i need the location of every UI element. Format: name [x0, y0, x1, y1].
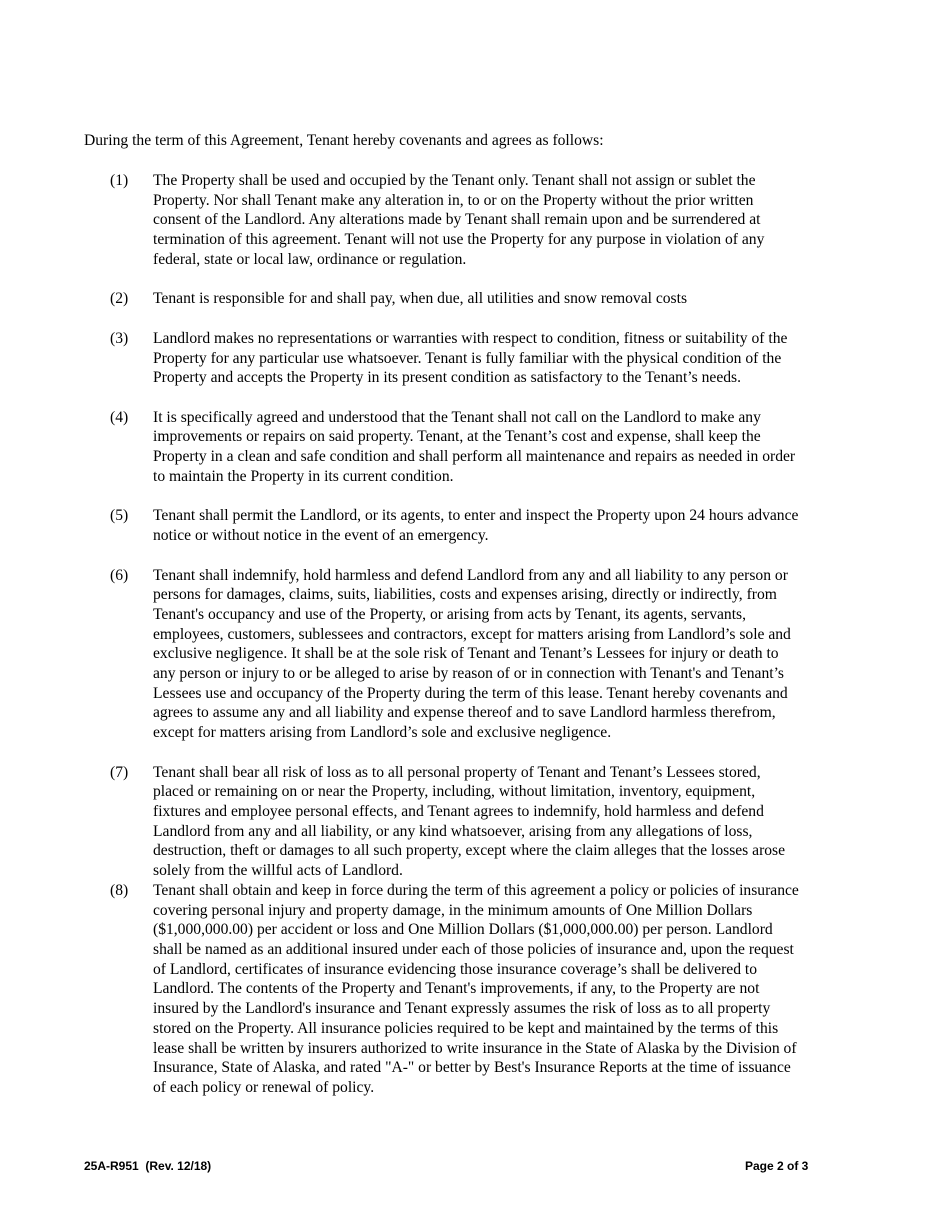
clause-line: Tenant shall indemnify, hold harmless and defend Landlord from any and all liability to any person or — [153, 566, 788, 584]
clause-line: to maintain the Property in its current condition. — [153, 467, 454, 485]
clause-7 — [0, 763, 950, 881]
clause-line: covering personal injury and property damage, in the minimum amounts of One Million Dollars — [153, 901, 753, 919]
clause-line: placed or remaining on or near the Property, including, without limitation, inventory, equipment, — [153, 783, 756, 801]
clause-line: except for matters arising from Landlord’s sole and exclusive negligence. — [153, 724, 612, 742]
clause-line: destruction, theft or damages to all such property, except where the claim alleges that the losses arose — [153, 842, 786, 860]
clause-line: consent of the Landlord. Any alterations made by Tenant shall remain upon and be surrendered at — [153, 211, 761, 229]
clause-1 — [0, 171, 950, 270]
clause-text — [153, 881, 869, 1098]
clause-6 — [0, 566, 950, 743]
clause-line: Tenant shall obtain and keep in force during the term of this agreement a policy or policies of insurance — [153, 881, 799, 899]
clause-line: Landlord. The contents of the Property and Tenant's improvements, if any, to the Property are not — [153, 980, 760, 998]
clause-line: Tenant is responsible for and shall pay, when due, all utilities and snow removal costs — [153, 290, 688, 308]
clause-line: Tenant's occupancy and use of the Property, or arising from acts by Tenant, its agents, servants, — [153, 605, 747, 623]
clause-number: (4) — [110, 408, 129, 426]
clause-line: persons for damages, claims, suits, liabilities, costs and expenses arising, directly or indirectly, from — [153, 586, 777, 604]
clause-number: (8) — [110, 881, 129, 899]
clause-line: Landlord makes no representations or warranties with respect to condition, fitness or suitability of the — [153, 329, 788, 347]
clause-line: Tenant shall permit the Landlord, or its agents, to enter and inspect the Property upon 24 hours advance — [153, 507, 799, 525]
clause-line: Lessees use and occupancy of the Property during the term of this lease. Tenant hereby covenants and — [153, 684, 788, 702]
clause-number: (7) — [110, 763, 129, 781]
clause-line: federal, state or local law, ordinance or regulation. — [153, 250, 467, 268]
clause-line: lease shall be written by insurers authorized to write insurance in the State of Alaska by the Division of — [153, 1039, 797, 1057]
clause-line: Landlord from any and all liability, or any kind whatsoever, arising from any allegations of loss, — [153, 822, 753, 840]
clause-number: (5) — [110, 507, 129, 525]
clause-line: stored on the Property. All insurance policies required to be kept and maintained by the terms of this — [153, 1019, 779, 1037]
clause-line: Insurance, State of Alaska, and rated "A-" or better by Best's Insurance Reports at the time of issuance — [153, 1059, 791, 1077]
clause-2 — [0, 289, 950, 309]
clause-3 — [0, 329, 950, 388]
clause-line: exclusive negligence. It shall be at the sole risk of Tenant and Tenant’s Lessees for injury or death to — [153, 645, 779, 663]
clause-5 — [0, 506, 950, 545]
clause-line: insured by the Landlord's insurance and Tenant expressly assumes the risk of loss as to all property — [153, 1000, 771, 1018]
clause-number: (3) — [110, 329, 129, 347]
clause-line: of each policy or renewal of policy. — [153, 1078, 375, 1096]
clause-text — [153, 329, 869, 388]
clause-line: of Landlord, certificates of insurance evidencing those insurance coverage’s shall be delivered to — [153, 960, 758, 978]
clause-number: (1) — [110, 172, 129, 189]
clause-line: ($1,000,000.00) per accident or loss and One Million Dollars ($1,000,000.00) per person. Landlord — [153, 921, 773, 939]
clause-line: agrees to assume any and all liability and expense thereof and to save Landlord harmless therefrom, — [153, 704, 776, 722]
clause-line: employees, customers, sublessees and contractors, except for matters arising from Landlord’s sole and — [153, 625, 791, 643]
clause-line: shall be named as an additional insured under each of those policies of insurance and, upon the request — [153, 940, 794, 958]
clause-text — [153, 171, 869, 270]
clause-text — [153, 763, 869, 881]
clause-line: Property in a clean and safe condition and shall perform all maintenance and repairs as needed in order — [153, 448, 796, 466]
clause-number: (6) — [110, 566, 129, 584]
clause-line: improvements or repairs on said property. Tenant, at the Tenant’s cost and expense, shall keep the — [153, 428, 761, 446]
clause-4 — [0, 408, 950, 487]
clause-line: notice or without notice in the event of an emergency. — [153, 527, 489, 545]
clause-line: Tenant shall bear all risk of loss as to all personal property of Tenant and Tenant’s Lessees stored, — [153, 763, 761, 781]
clause-list — [0, 171, 950, 1117]
intro-paragraph: During the term of this Agreement, Tenant hereby covenants and agrees as follows: — [84, 132, 604, 149]
clause-line: Property for any particular use whatsoever. Tenant is fully familiar with the physical condition of the — [153, 349, 782, 367]
footer-page-number: Page 2 of 3 — [745, 1159, 809, 1173]
clause-text — [153, 289, 869, 309]
clause-line: Property and accepts the Property in its present condition as satisfactory to the Tenant’s needs. — [153, 369, 742, 387]
clause-line: The Property shall be used and occupied by the Tenant only. Tenant shall not assign or sublet the — [153, 172, 756, 189]
footer-form-id: 25A-R951 (Rev. 12/18) — [84, 1159, 212, 1173]
clause-text — [153, 566, 869, 743]
clause-text — [153, 506, 869, 545]
clause-line: termination of this agreement. Tenant will not use the Property for any purpose in violation of any — [153, 231, 765, 249]
clause-line: fixtures and employee personal effects, and Tenant agrees to indemnify, hold harmless and defend — [153, 803, 764, 821]
clause-line: Property. Nor shall Tenant make any alteration in, to or on the Property without the prior written — [153, 191, 754, 209]
clause-line: solely from the willful acts of Landlord. — [153, 862, 403, 880]
clause-line: It is specifically agreed and understood that the Tenant shall not call on the Landlord to make any — [153, 408, 761, 426]
clause-text — [153, 408, 869, 487]
clause-number: (2) — [110, 290, 129, 308]
clause-8 — [0, 881, 950, 1098]
clause-line: any person or injury to or be alleged to arise by reason of or in connection with Tenant's and Tenant’s — [153, 665, 784, 683]
